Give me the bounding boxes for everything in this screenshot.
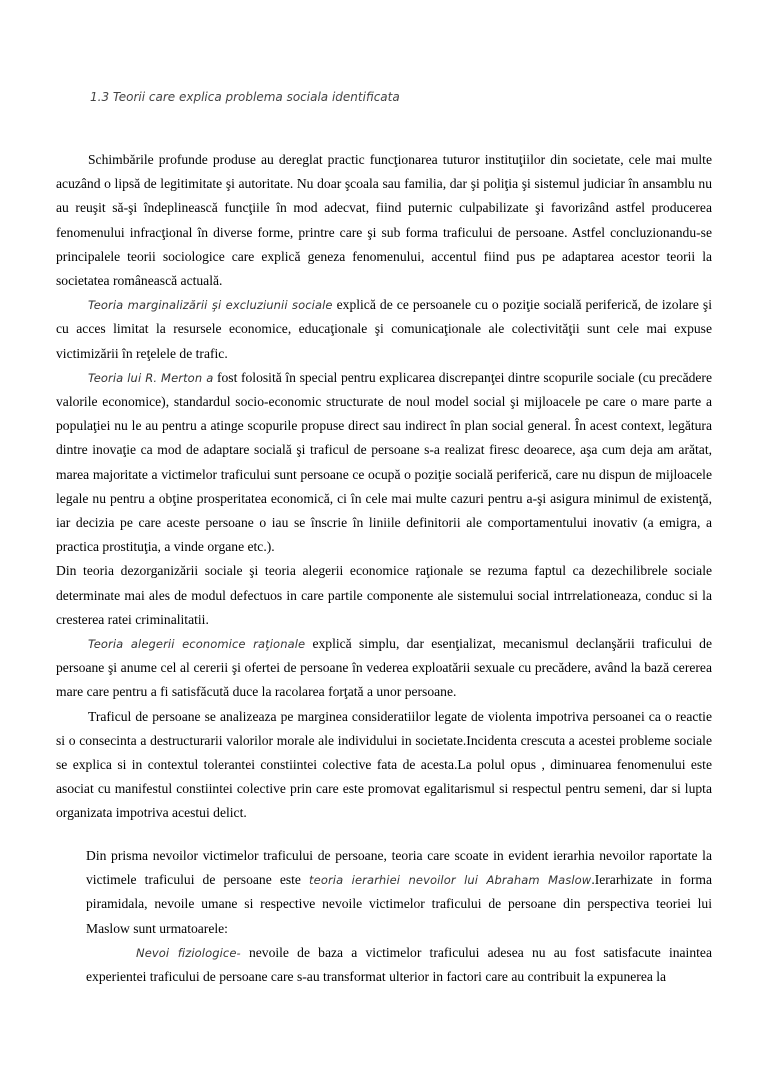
- term-maslow-theory: teoria ierarhiei nevoilor lui Abraham Maslow: [309, 873, 592, 888]
- paragraph-disorganization-text: Din teoria dezorganizării sociale şi teoria alegerii economice raţionale se rezuma faptul ca dezechilibrele sociale determinate mai ales de modul defectuos in care partile componente ale sistemului social intrrelationeaza, conduc si la cresterea ratei criminalitatii.: [56, 563, 712, 627]
- paragraph-rational-choice: [56, 632, 712, 705]
- paragraph-marginalization-text: explică de ce persoanele cu o poziţie socială periferică, de izolare şi cu acces limitat la resursele economice, educaţionale şi comunicaţionale ale colectivităţii sunt cele mai expuse victimizării în reţelele de trafic.: [56, 297, 712, 361]
- paragraph-physiological-needs-text: nevoile de baza a victimelor traficului adesea nu au fost satisfacute inaintea experientei traficului de persoane care s-au transformat ulterior in factori care au contribuit la expunerea la: [86, 944, 712, 985]
- paragraph-physiological-needs: [86, 941, 712, 989]
- section-heading: 1.3 Teorii care explica problema sociala identificata: [90, 90, 400, 104]
- paragraph-maslow: [86, 844, 712, 941]
- paragraph-intro-text: Schimbările profunde produse au dereglat practic funcţionarea tuturor instituţiilor din societate, cele mai multe acuzând o lipsă de legitimitate şi autoritate. Nu doar şcoala sau familia, dar şi poliţia şi sistemul judiciar în ansamblu nu au reuşit să-şi îndeplinească funcţiile în mod adecvat, fiind puternic culpabilizate şi favorizând astfel producerea fenomenului infracţional în diverse forme, printre care şi sub forma traficului de persoane. Astfel concluzionandu-se principalele teorii sociologice care explică geneza fenomenului, accentul fiind pus pe adaptarea acestor teorii la societatea românească actuală.: [56, 152, 712, 289]
- paragraph-maslow-text-end: .Ierarhizate in forma piramidala, nevoile umane si respective nevoile victimelor traficului de persoane din perspectiva teoriei lui Maslow sunt urmatoarele:: [86, 872, 712, 936]
- paragraph-merton: [56, 366, 712, 560]
- paragraph-maslow-text-start: Din prisma nevoilor victimelor traficului de persoane, teoria care scoate in evident ierarhia nevoilor raportate la victimele traficului de persoane este: [86, 848, 712, 888]
- paragraph-marginalization: [56, 293, 712, 366]
- main-text-block: [56, 148, 712, 826]
- term-marginalization-theory: Teoria marginalizării şi excluziunii sociale: [88, 298, 333, 313]
- paragraph-trafficking-analysis: [56, 705, 712, 826]
- term-merton-theory: Teoria lui R. Merton a: [88, 370, 214, 385]
- paragraph-trafficking-analysis-text: Traficul de persoane se analizeaza pe marginea consideratiilor legate de violenta impotriva persoanei ca o reactie si o consecinta a destructurarii valorilor morale ale individului in societate.Incidenta crescuta a acestei probleme sociale se explica si in contextul tolerantei constiintei colective fata de acesta.La polul opus , diminuarea fenomenului este asociat cu manifestul constiintei colective prin care este promovat egalitarismul si respectul pentru semeni, dar si lupta organizata impotriva acestui delict.: [56, 708, 712, 821]
- term-physiological-needs: Nevoi fiziologice-: [136, 945, 241, 960]
- maslow-text-block: [86, 844, 712, 989]
- paragraph-disorganization: [56, 559, 712, 632]
- paragraph-rational-choice-text: explică simplu, dar esenţializat, mecanismul declanşării traficului de persoane şi anume cel al cererii şi ofertei de persoane în vederea exploatării sexuale cu precădere, având la bază cererea mare care pentru a fi satisfăcută duce la racolarea forţată a unor persoane.: [56, 636, 712, 700]
- paragraph-intro: [56, 148, 712, 293]
- term-rational-choice-theory: Teoria alegerii economice raţionale: [88, 637, 306, 652]
- paragraph-merton-text: fost folosită în special pentru explicarea discrepanţei dintre scopurile sociale (cu precădere valorile economice), standardul socio-economic structurate de noul model social şi mijloacele pe care o mare parte a populaţiei nu le au pentru a atinge scopurile propuse direct sau indirect în plan social general. În acest context, legătura dintre inovaţie ca mod de adaptare socială şi traficul de persoane s-a realizat firesc deoarece, aşa cum deja am arătat, marea majoritate a victimelor traficului sunt persoane ce ocupă o poziţie socială periferică, care nu dispun de mijloacele legale nu pentru a obţine prosperitatea economică, ci în cele mai multe cazuri pentru a-şi asigura minimul de existenţă, iar decizia pe care aceste persoane o iau se înscrie în liniile definitorii ale comportamentului inovativ (a emigra, a practica prostituţia, a vinde organe etc.).: [56, 369, 712, 555]
